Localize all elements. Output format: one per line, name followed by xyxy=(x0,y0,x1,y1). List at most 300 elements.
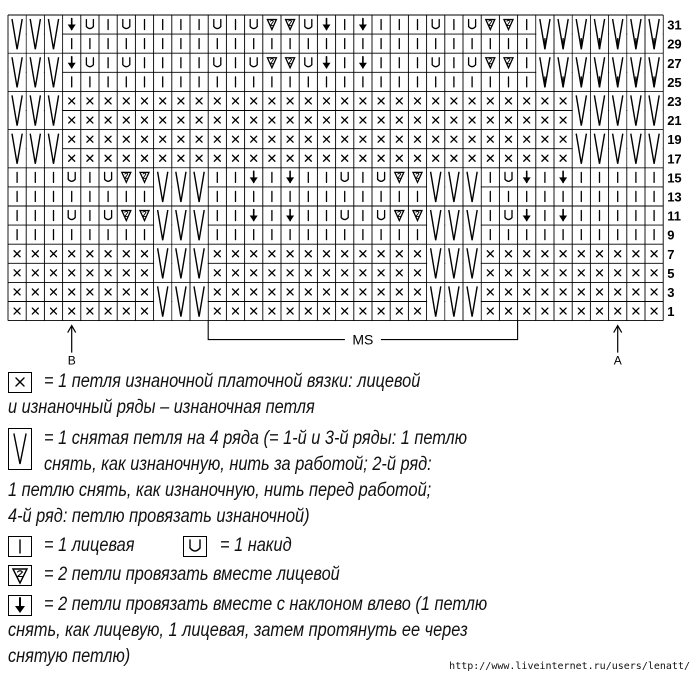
stitch-yarn-over xyxy=(341,172,348,181)
stitch-purl xyxy=(578,251,584,257)
stitch-purl xyxy=(287,270,293,276)
stitch-purl xyxy=(560,270,566,276)
stitch-ssk-head xyxy=(250,177,258,183)
stitch-purl xyxy=(506,155,512,161)
stitch-k2tog xyxy=(395,172,404,182)
stitch-ssk-head xyxy=(559,216,567,222)
source-url: http://www.liveinternet.ru/users/lenatt/ xyxy=(449,661,690,672)
stitch-yarn-over xyxy=(86,58,93,67)
legend-ssk-line-2: снять, как лицевую, 1 лицевая, затем протянуть ее через xyxy=(8,620,468,641)
stitch-purl xyxy=(305,136,311,142)
stitch-purl xyxy=(87,289,93,295)
marker-label: B xyxy=(67,353,76,365)
stitch-purl xyxy=(287,289,293,295)
stitch-k2tog-digit xyxy=(143,211,146,216)
stitch-purl xyxy=(360,308,366,314)
stitch-purl xyxy=(560,117,566,123)
legend-ssk-line-3: снятую петлю) xyxy=(8,646,131,667)
stitch-purl xyxy=(142,136,148,142)
legend-slip-line-2: снять, как изнаночную, нить за работой; 2-й ряд: xyxy=(44,454,432,475)
stitch-purl xyxy=(597,289,603,295)
stitch-purl xyxy=(32,308,38,314)
stitch-purl xyxy=(415,98,421,104)
stitch-purl xyxy=(69,155,75,161)
stitch-purl xyxy=(105,98,111,104)
stitch-purl xyxy=(142,308,148,314)
stitch-ssk-head xyxy=(523,177,531,183)
stitch-purl xyxy=(524,155,530,161)
stitch-k2tog xyxy=(122,172,131,182)
stitch-purl xyxy=(324,98,330,104)
stitch-purl xyxy=(251,289,257,295)
stitch-ssk-head xyxy=(523,216,531,222)
stitch-purl xyxy=(378,308,384,314)
stitch-purl xyxy=(178,117,184,123)
stitch-purl xyxy=(615,308,621,314)
stitch-purl xyxy=(105,251,111,257)
stitch-yarn-over xyxy=(305,58,312,67)
stitch-purl xyxy=(214,308,220,314)
stitch-purl xyxy=(469,117,475,123)
legend-glyph-stroke xyxy=(18,571,23,577)
stitch-purl xyxy=(87,308,93,314)
stitch-purl xyxy=(233,251,239,257)
stitch-k2tog-digit xyxy=(489,59,492,64)
row-number: 13 xyxy=(667,189,682,205)
stitch-purl xyxy=(123,98,129,104)
marker-arrow xyxy=(614,326,622,353)
legend-glyph-stroke xyxy=(15,606,25,613)
stitch-purl xyxy=(396,155,402,161)
stitch-yarn-over xyxy=(250,20,257,29)
stitch-purl xyxy=(51,270,57,276)
stitch-ssk-head xyxy=(286,216,294,222)
stitch-ssk-head xyxy=(286,177,294,183)
stitch-purl xyxy=(578,270,584,276)
stitch-yarn-over xyxy=(105,211,112,220)
stitch-purl xyxy=(160,155,166,161)
stitch-purl xyxy=(142,98,148,104)
stitch-purl xyxy=(360,136,366,142)
stitch-purl xyxy=(451,136,457,142)
stitch-purl xyxy=(469,136,475,142)
stitch-purl xyxy=(342,308,348,314)
stitch-purl xyxy=(378,136,384,142)
stitch-purl xyxy=(342,98,348,104)
row-number: 31 xyxy=(667,17,682,33)
stitch-purl xyxy=(287,117,293,123)
stitch-purl xyxy=(233,136,239,142)
stitch-purl xyxy=(105,155,111,161)
stitch-purl xyxy=(524,251,530,257)
stitch-purl xyxy=(560,289,566,295)
stitch-purl xyxy=(396,98,402,104)
stitch-purl xyxy=(269,251,275,257)
stitch-purl xyxy=(560,251,566,257)
stitch-purl xyxy=(251,117,257,123)
stitch-purl xyxy=(451,98,457,104)
stitch-purl xyxy=(651,289,657,295)
stitch-yarn-over xyxy=(123,58,130,67)
stitch-purl xyxy=(142,270,148,276)
stitch-yarn-over xyxy=(86,20,93,29)
stitch-purl xyxy=(360,270,366,276)
stitch-purl xyxy=(69,289,75,295)
stitch-purl xyxy=(105,136,111,142)
stitch-yarn-over xyxy=(305,20,312,29)
stitch-purl xyxy=(342,136,348,142)
stitch-purl xyxy=(305,155,311,161)
stitch-ssk-head xyxy=(359,63,367,69)
stitch-yarn-over xyxy=(432,20,439,29)
stitch-purl xyxy=(123,289,129,295)
stitch-purl xyxy=(487,251,493,257)
stitch-purl xyxy=(433,117,439,123)
stitch-purl xyxy=(651,270,657,276)
stitch-purl xyxy=(615,270,621,276)
stitch-k2tog-digit xyxy=(270,20,273,25)
stitch-k2tog-digit xyxy=(507,20,510,25)
stitch-purl xyxy=(269,117,275,123)
stitch-purl xyxy=(560,155,566,161)
stitch-purl xyxy=(542,289,548,295)
stitch-purl xyxy=(69,117,75,123)
slip-v-icon-glyph xyxy=(9,429,31,469)
stitch-yarn-over xyxy=(505,211,512,220)
stitch-purl xyxy=(160,98,166,104)
stitch-purl xyxy=(415,270,421,276)
stitch-purl xyxy=(415,251,421,257)
legend-slip-line-1: = 1 снятая петля на 4 ряда (= 1-й и 3-й ряды: 1 петлю xyxy=(44,428,468,449)
stitch-purl xyxy=(178,155,184,161)
stitch-purl xyxy=(487,308,493,314)
stitch-purl xyxy=(633,289,639,295)
stitch-yarn-over xyxy=(214,58,221,67)
stitch-k2tog xyxy=(286,58,295,68)
stitch-purl xyxy=(214,117,220,123)
row-number: 29 xyxy=(667,36,682,52)
stitch-purl xyxy=(524,117,530,123)
stitch-k2tog xyxy=(504,58,513,68)
stitch-yarn-over xyxy=(469,20,476,29)
stitch-purl xyxy=(287,136,293,142)
stitch-purl xyxy=(487,98,493,104)
stitch-k2tog xyxy=(140,211,149,221)
stitch-purl xyxy=(324,270,330,276)
row-number: 17 xyxy=(667,151,682,167)
stitch-k2tog xyxy=(140,172,149,182)
stitch-purl xyxy=(251,136,257,142)
legend-yarn-over: = 1 накид xyxy=(220,535,292,556)
stitch-purl xyxy=(196,98,202,104)
stitch-k2tog-digit xyxy=(507,59,510,64)
stitch-ssk-head xyxy=(68,63,76,69)
row-number: 7 xyxy=(667,246,675,262)
stitch-purl xyxy=(324,251,330,257)
stitch-purl xyxy=(269,98,275,104)
stitch-purl xyxy=(233,270,239,276)
marker-label: A xyxy=(613,353,622,365)
stitch-purl xyxy=(142,251,148,257)
row-number: 15 xyxy=(667,170,682,186)
stitch-yarn-over xyxy=(432,58,439,67)
stitch-purl xyxy=(214,270,220,276)
stitch-purl xyxy=(178,98,184,104)
stitch-purl xyxy=(142,289,148,295)
stitch-k2tog-digit xyxy=(398,173,401,178)
stitch-k2tog-digit xyxy=(416,211,419,216)
stitch-purl xyxy=(506,98,512,104)
stitch-ssk-head xyxy=(323,63,331,69)
stitch-purl xyxy=(597,251,603,257)
stitch-yarn-over xyxy=(68,172,75,181)
knit-i-icon-glyph xyxy=(9,537,31,556)
stitch-purl xyxy=(524,270,530,276)
stitch-purl xyxy=(415,289,421,295)
stitch-yarn-over xyxy=(105,172,112,181)
stitch-purl xyxy=(214,136,220,142)
row-number: 3 xyxy=(667,284,675,300)
stitch-purl xyxy=(615,251,621,257)
stitch-purl xyxy=(396,289,402,295)
stitch-yarn-over xyxy=(214,20,221,29)
stitch-k2tog xyxy=(413,172,422,182)
k2tog-icon-glyph xyxy=(9,566,31,585)
stitch-purl xyxy=(105,308,111,314)
stitch-purl xyxy=(487,289,493,295)
stitch-purl xyxy=(487,117,493,123)
stitch-purl xyxy=(542,155,548,161)
k2tog-icon xyxy=(8,565,32,586)
stitch-purl xyxy=(396,136,402,142)
stitch-ssk-head xyxy=(250,216,258,222)
stitch-purl xyxy=(360,117,366,123)
stitch-purl xyxy=(251,155,257,161)
stitch-purl xyxy=(396,251,402,257)
stitch-k2tog xyxy=(286,20,295,30)
stitch-purl xyxy=(378,270,384,276)
stitch-purl xyxy=(324,155,330,161)
stitch-purl xyxy=(105,117,111,123)
legend-knit: = 1 лицевая xyxy=(44,535,135,556)
stitch-purl xyxy=(451,155,457,161)
slip-v-icon xyxy=(8,428,32,470)
stitch-purl xyxy=(378,289,384,295)
stitch-purl xyxy=(597,270,603,276)
stitch-purl xyxy=(560,136,566,142)
stitch-purl xyxy=(506,136,512,142)
stitch-purl xyxy=(542,251,548,257)
stitch-purl xyxy=(415,117,421,123)
stitch-purl xyxy=(214,155,220,161)
stitch-purl xyxy=(233,155,239,161)
stitch-purl xyxy=(651,251,657,257)
stitch-k2tog xyxy=(413,211,422,221)
row-number: 25 xyxy=(667,74,682,90)
stitch-purl xyxy=(487,136,493,142)
stitch-purl xyxy=(269,270,275,276)
stitch-purl xyxy=(105,270,111,276)
stitch-purl xyxy=(69,251,75,257)
stitch-purl xyxy=(123,251,129,257)
stitch-purl xyxy=(615,289,621,295)
stitch-purl xyxy=(506,289,512,295)
stitch-yarn-over xyxy=(469,58,476,67)
yarn-over-u-icon-glyph xyxy=(184,537,206,556)
stitch-purl xyxy=(269,289,275,295)
stitch-purl xyxy=(69,136,75,142)
stitch-purl xyxy=(524,136,530,142)
stitch-purl xyxy=(342,155,348,161)
stitch-purl xyxy=(542,308,548,314)
stitch-purl xyxy=(360,289,366,295)
stitch-k2tog xyxy=(486,20,495,30)
stitch-purl xyxy=(105,289,111,295)
row-number: 11 xyxy=(667,208,681,224)
stitch-purl xyxy=(305,270,311,276)
stitch-purl xyxy=(597,308,603,314)
purl-x-icon-glyph xyxy=(9,373,31,392)
stitch-purl xyxy=(233,289,239,295)
stitch-yarn-over xyxy=(341,211,348,220)
stitch-purl xyxy=(506,251,512,257)
stitch-purl xyxy=(123,155,129,161)
row-number: 1 xyxy=(667,304,675,320)
stitch-purl xyxy=(524,289,530,295)
stitch-k2tog-digit xyxy=(489,20,492,25)
stitch-purl xyxy=(360,155,366,161)
stitch-k2tog-digit xyxy=(289,20,292,25)
stitch-purl xyxy=(396,117,402,123)
stitch-purl xyxy=(123,117,129,123)
stitch-purl xyxy=(251,308,257,314)
stitch-yarn-over xyxy=(68,211,75,220)
stitch-purl xyxy=(269,155,275,161)
stitch-purl xyxy=(342,289,348,295)
stitch-k2tog-digit xyxy=(270,59,273,64)
stitch-k2tog-digit xyxy=(416,173,419,178)
row-number: 23 xyxy=(667,93,682,109)
stitch-k2tog-digit xyxy=(143,173,146,178)
stitch-yarn-over xyxy=(505,172,512,181)
stitch-purl xyxy=(87,155,93,161)
stitch-purl xyxy=(324,289,330,295)
stitch-purl xyxy=(506,270,512,276)
stitch-purl xyxy=(305,117,311,123)
legend-slip-line-3: 1 петлю снять, как изнаночную, нить перед работой; xyxy=(8,480,432,501)
yarn-over-u-icon xyxy=(183,536,207,557)
stitch-purl xyxy=(487,270,493,276)
legend-glyph-stroke xyxy=(16,378,24,386)
stitch-purl xyxy=(160,117,166,123)
stitch-purl xyxy=(87,136,93,142)
stitch-k2tog-digit xyxy=(125,173,128,178)
stitch-purl xyxy=(433,136,439,142)
stitch-yarn-over xyxy=(123,20,130,29)
stitch-purl xyxy=(506,117,512,123)
stitch-purl xyxy=(542,270,548,276)
row-number: 27 xyxy=(667,55,682,71)
purl-x-icon xyxy=(8,372,32,393)
stitch-purl xyxy=(142,117,148,123)
stitch-purl xyxy=(342,270,348,276)
stitch-purl xyxy=(396,308,402,314)
ssk-arrow-icon xyxy=(8,595,32,616)
stitch-purl xyxy=(87,251,93,257)
stitch-purl xyxy=(287,308,293,314)
stitch-purl xyxy=(324,117,330,123)
stitch-purl xyxy=(469,155,475,161)
stitch-purl xyxy=(51,308,57,314)
stitch-purl xyxy=(51,251,57,257)
stitch-purl xyxy=(287,98,293,104)
stitch-purl xyxy=(69,308,75,314)
row-number: 9 xyxy=(667,227,675,243)
stitch-purl xyxy=(251,251,257,257)
stitch-purl xyxy=(560,98,566,104)
stitch-purl xyxy=(360,251,366,257)
stitch-purl xyxy=(415,155,421,161)
stitch-ssk-head xyxy=(323,25,331,31)
repeat-label: MS xyxy=(352,331,374,348)
ssk-arrow-icon-glyph xyxy=(9,596,31,615)
stitch-purl xyxy=(433,155,439,161)
stitch-purl xyxy=(287,155,293,161)
stitch-purl xyxy=(233,98,239,104)
stitch-purl xyxy=(524,308,530,314)
stitch-purl xyxy=(524,98,530,104)
row-number: 5 xyxy=(667,265,675,281)
stitch-purl xyxy=(251,270,257,276)
stitch-purl xyxy=(14,289,20,295)
stitch-purl xyxy=(633,270,639,276)
stitch-purl xyxy=(214,251,220,257)
legend-k2tog: = 2 петли провязать вместе лицевой xyxy=(44,564,340,585)
stitch-purl xyxy=(196,136,202,142)
stitch-purl xyxy=(487,155,493,161)
stitch-purl xyxy=(214,98,220,104)
stitch-k2tog-digit xyxy=(289,59,292,64)
stitch-yarn-over xyxy=(378,172,385,181)
stitch-purl xyxy=(651,308,657,314)
stitch-purl xyxy=(305,289,311,295)
stitch-purl xyxy=(87,117,93,123)
stitch-purl xyxy=(51,289,57,295)
stitch-purl xyxy=(378,251,384,257)
stitch-purl xyxy=(378,117,384,123)
stitch-purl xyxy=(378,98,384,104)
stitch-k2tog-digit xyxy=(125,211,128,216)
stitch-k2tog xyxy=(395,211,404,221)
stitch-yarn-over xyxy=(378,211,385,220)
stitch-purl xyxy=(251,98,257,104)
stitch-purl xyxy=(415,136,421,142)
stitch-purl xyxy=(87,98,93,104)
stitch-ssk-head xyxy=(559,177,567,183)
stitch-purl xyxy=(123,270,129,276)
stitch-purl xyxy=(233,308,239,314)
stitch-purl xyxy=(178,136,184,142)
stitch-purl xyxy=(305,251,311,257)
stitch-purl xyxy=(415,308,421,314)
stitch-purl xyxy=(14,270,20,276)
stitch-purl xyxy=(269,136,275,142)
row-number: 19 xyxy=(667,132,682,148)
legend-slip-line-4: 4-й ряд: петлю провязать изнаночной) xyxy=(8,506,310,527)
stitch-ssk-head xyxy=(68,25,76,31)
stitch-k2tog xyxy=(267,58,276,68)
stitch-purl xyxy=(69,98,75,104)
